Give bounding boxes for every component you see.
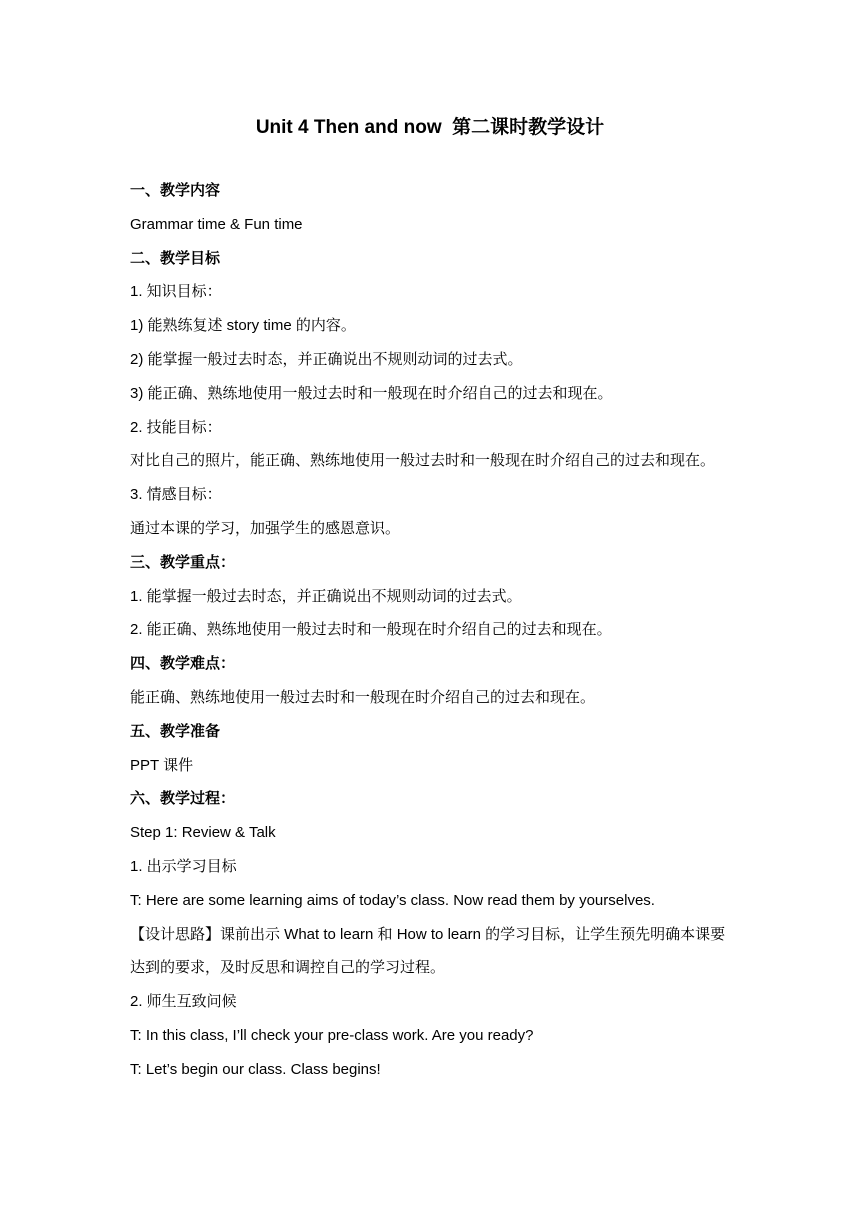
body-line: 1. 能掌握一般过去时态，并正确说出不规则动词的过去式。 (130, 587, 522, 605)
body-line: 1. 出示学习目标 (130, 857, 237, 875)
body-line: 通过本课的学习，加强学生的感恩意识。 (130, 519, 401, 537)
section-heading-procedure: 六、教学过程： (130, 790, 236, 808)
body-paragraph: 对比自己的照片，能正确、熟练地使用一般过去时和一般现在时介绍自己的过去和现在。 (130, 452, 716, 470)
body-line: 能正确、熟练地使用一般过去时和一般现在时介绍自己的过去和现在。 (130, 688, 596, 706)
section-heading-difficulties: 四、教学难点： (130, 655, 236, 673)
section-heading-content: 一、教学内容 (130, 182, 221, 199)
body-line: 3) 能正确、熟练地使用一般过去时和一般现在时介绍自己的过去和现在。 (130, 384, 613, 402)
body-line: 1) 能熟练复述 story time 的内容。 (130, 317, 356, 335)
document-body (130, 174, 735, 1087)
body-line: T: In this class, I’ll check your pre-class work. Are you ready? (130, 1026, 534, 1044)
body-line: 2) 能掌握一般过去时态，并正确说出不规则动词的过去式。 (130, 350, 523, 368)
section-heading-preparation: 五、教学准备 (130, 722, 221, 740)
body-line: Grammar time & Fun time (130, 215, 303, 233)
body-line: T: Here are some learning aims of today’s class. Now read them by yourselves. (130, 891, 655, 909)
body-line: T: Let’s begin our class. Class begins! (130, 1060, 381, 1078)
section-heading-key-points: 三、教学重点： (130, 553, 236, 571)
body-line: 2. 技能目标： (130, 418, 222, 436)
document-title: Unit 4 Then and now 第二课时教学设计 (255, 117, 605, 138)
body-line: Step 1: Review & Talk (130, 824, 276, 842)
body-line: 1. 知识目标： (130, 283, 222, 301)
body-line: PPT 课件 (130, 756, 194, 774)
body-line: 3. 情感目标： (130, 486, 222, 504)
body-line: 2. 师生互致问候 (130, 993, 237, 1011)
section-heading-objectives: 二、教学目标 (130, 249, 221, 267)
body-paragraph: 【设计思路】课前出示 What to learn 和 How to learn 的学习目标，让学生预先明确本课要达到的要求，及时反思和调控自己的学习过程。 (130, 925, 726, 977)
body-line: 2. 能正确、熟练地使用一般过去时和一般现在时介绍自己的过去和现在。 (130, 621, 612, 639)
